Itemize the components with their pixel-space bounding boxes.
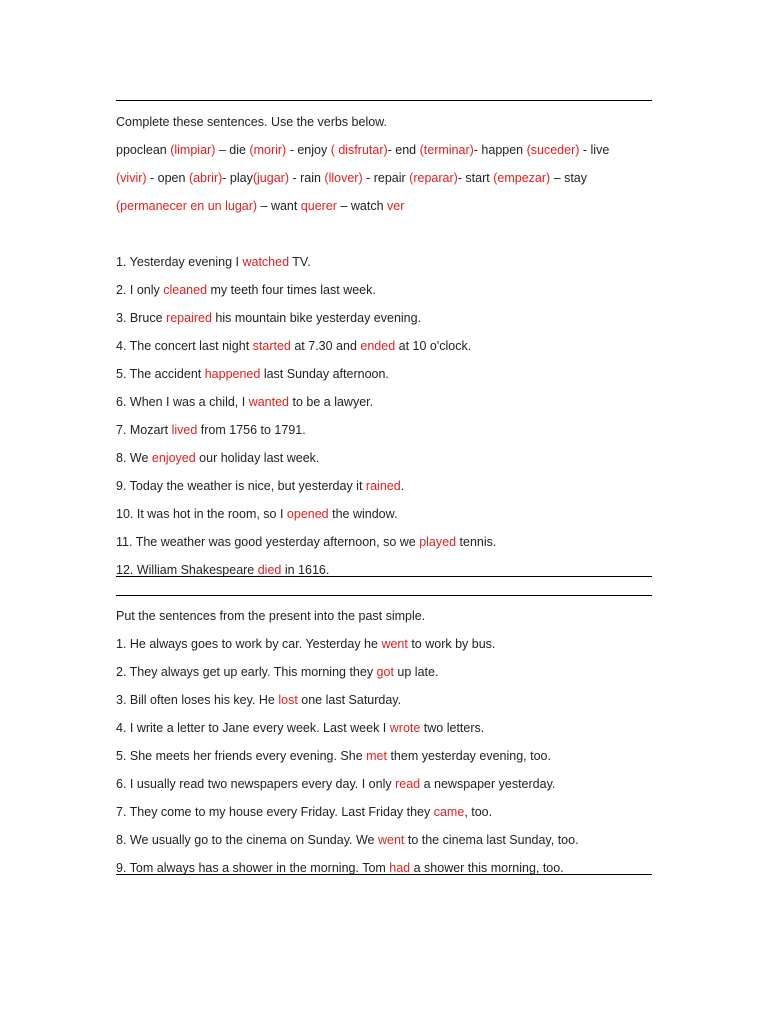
sentence	[116, 636, 656, 652]
sentence-text: – watch	[336, 199, 387, 213]
sentence	[116, 282, 656, 298]
sentence-text: 8. We	[116, 451, 152, 465]
sentence-text: tennis.	[456, 535, 497, 549]
sentence-text: 10. It was hot in the room, so I	[116, 507, 287, 521]
answer-word: came	[433, 805, 465, 819]
answer-word: played	[419, 535, 457, 549]
answer-word: cleaned	[163, 283, 208, 297]
sentence-text: in 1616.	[281, 563, 330, 577]
sentence-text: - repair	[362, 171, 410, 185]
sentence	[116, 450, 656, 466]
sentence	[116, 692, 656, 708]
sentence-text: 7. Mozart	[116, 423, 172, 437]
answer-word: read	[395, 777, 421, 791]
sentence	[116, 478, 656, 494]
answer-word: went	[377, 833, 405, 847]
answer-word: happened	[204, 367, 261, 381]
sentence-text: 9. Tom always has a shower in the morning. Tom	[116, 861, 390, 875]
sentence-text: - enjoy	[286, 143, 331, 157]
sentence-text: up late.	[393, 665, 439, 679]
sentence	[116, 254, 656, 270]
sentence-text: at 7.30 and	[290, 339, 361, 353]
sentence-text: 12. William Shakespeare	[116, 563, 258, 577]
sentence-text: our holiday last week.	[195, 451, 320, 465]
answer-word: (llover)	[324, 171, 363, 185]
sentence-text: one last Saturday.	[297, 693, 402, 707]
sentence	[116, 422, 656, 438]
sentence	[116, 394, 656, 410]
sentence	[116, 832, 656, 848]
exercise-2-instruction: Put the sentences from the present into the past simple.	[116, 609, 426, 623]
verb-list-line	[116, 198, 656, 214]
answer-word: (permanecer en un lugar)	[116, 199, 258, 213]
sentence-text: 6. When I was a child, I	[116, 395, 249, 409]
sentence-text: ppoclean	[116, 143, 171, 157]
sentence-text: his mountain bike yesterday evening.	[211, 311, 422, 325]
sentence-text: my teeth four times last week.	[207, 283, 376, 297]
answer-word: opened	[286, 507, 329, 521]
sentence-text: a newspaper yesterday.	[420, 777, 556, 791]
bottom-rule	[116, 874, 652, 875]
sentence	[116, 338, 656, 354]
sentence-text: 5. She meets her friends every evening. She	[116, 749, 367, 763]
sentence	[116, 534, 656, 550]
verb-list-line	[116, 142, 656, 158]
answer-word: (terminar)	[419, 143, 474, 157]
sentence-text: - play	[222, 171, 253, 185]
answer-word: went	[381, 637, 408, 651]
sentence-text: 4. I write a letter to Jane every week. Last week I	[116, 721, 390, 735]
section-rule	[116, 576, 652, 577]
sentence-text: 1. He always goes to work by car. Yesterday he	[116, 637, 382, 651]
answer-word: (jugar)	[252, 171, 289, 185]
sentence	[116, 748, 656, 764]
sentence-text: 1. Yesterday evening I	[116, 255, 243, 269]
answer-word: watched	[242, 255, 290, 269]
answer-word: (reparar)	[409, 171, 458, 185]
sentence-text: TV.	[289, 255, 311, 269]
verb-list-line	[116, 170, 656, 186]
answer-word: died	[257, 563, 282, 577]
sentence-text: them yesterday evening, too.	[386, 749, 551, 763]
sentence	[116, 804, 656, 820]
sentence-text: 11. The weather was good yesterday afternoon, so we	[116, 535, 420, 549]
sentence	[116, 506, 656, 522]
sentence-text: the window.	[328, 507, 398, 521]
sentence-text: - rain	[288, 171, 325, 185]
sentence-text: at 10 o'clock.	[395, 339, 472, 353]
sentence-text: - end	[387, 143, 420, 157]
sentence-text: - start	[457, 171, 494, 185]
answer-word: querer	[300, 199, 337, 213]
sentence-text: from 1756 to 1791.	[197, 423, 306, 437]
answer-word: repaired	[166, 311, 212, 325]
sentence-text: - live	[579, 143, 610, 157]
answer-word: (morir)	[249, 143, 287, 157]
answer-word: (vivir)	[116, 171, 147, 185]
answer-word: (limpiar)	[170, 143, 216, 157]
sentence-text: – die	[215, 143, 250, 157]
answer-word: wanted	[248, 395, 290, 409]
answer-word: wrote	[389, 721, 421, 735]
answer-word: met	[366, 749, 387, 763]
sentence-text: last Sunday afternoon.	[260, 367, 389, 381]
answer-word: (empezar)	[493, 171, 551, 185]
sentence-text: .	[400, 479, 405, 493]
sentence	[116, 776, 656, 792]
sentence	[116, 310, 656, 326]
sentence-text: – stay	[550, 171, 588, 185]
answer-word: got	[376, 665, 394, 679]
answer-word: started	[252, 339, 291, 353]
sentence-text: - open	[146, 171, 189, 185]
sentence-text: – want	[257, 199, 301, 213]
top-rule	[116, 100, 652, 101]
sentence-text: - happen	[473, 143, 527, 157]
sentence-text: a shower this morning, too.	[410, 861, 564, 875]
answer-word: had	[389, 861, 411, 875]
sentence-text: to be a lawyer.	[289, 395, 374, 409]
sentence-text: 9. Today the weather is nice, but yesterday it	[116, 479, 366, 493]
sentence-text: 8. We usually go to the cinema on Sunday. We	[116, 833, 378, 847]
answer-word: (suceder)	[526, 143, 580, 157]
sentence-text: 2. They always get up early. This morning they	[116, 665, 377, 679]
sentence-text: 7. They come to my house every Friday. Last Friday they	[116, 805, 434, 819]
exercise-1-instruction: Complete these sentences. Use the verbs below.	[116, 115, 387, 129]
answer-word: ended	[360, 339, 396, 353]
answer-word: rained	[365, 479, 401, 493]
sentence-text: 4. The concert last night	[116, 339, 253, 353]
answer-word: lost	[278, 693, 298, 707]
answer-word: ( disfrutar)	[330, 143, 388, 157]
sentence-text: 6. I usually read two newspapers every day. I only	[116, 777, 396, 791]
sentence-text: two letters.	[420, 721, 485, 735]
sentence-text: 5. The accident	[116, 367, 205, 381]
sentence-text: , too.	[464, 805, 493, 819]
sentence-text: 3. Bill often loses his key. He	[116, 693, 279, 707]
sentence	[116, 664, 656, 680]
sentence-text: to the cinema last Sunday, too.	[404, 833, 579, 847]
sentence-text: to work by bus.	[407, 637, 496, 651]
answer-word: enjoyed	[151, 451, 196, 465]
answer-word: ver	[387, 199, 405, 213]
sentence-text: 3. Bruce	[116, 311, 167, 325]
sentence-text: 2. I only	[116, 283, 164, 297]
answer-word: (abrir)	[188, 171, 223, 185]
answer-word: lived	[171, 423, 198, 437]
sentence	[116, 720, 656, 736]
sentence	[116, 366, 656, 382]
section-rule	[116, 595, 652, 596]
